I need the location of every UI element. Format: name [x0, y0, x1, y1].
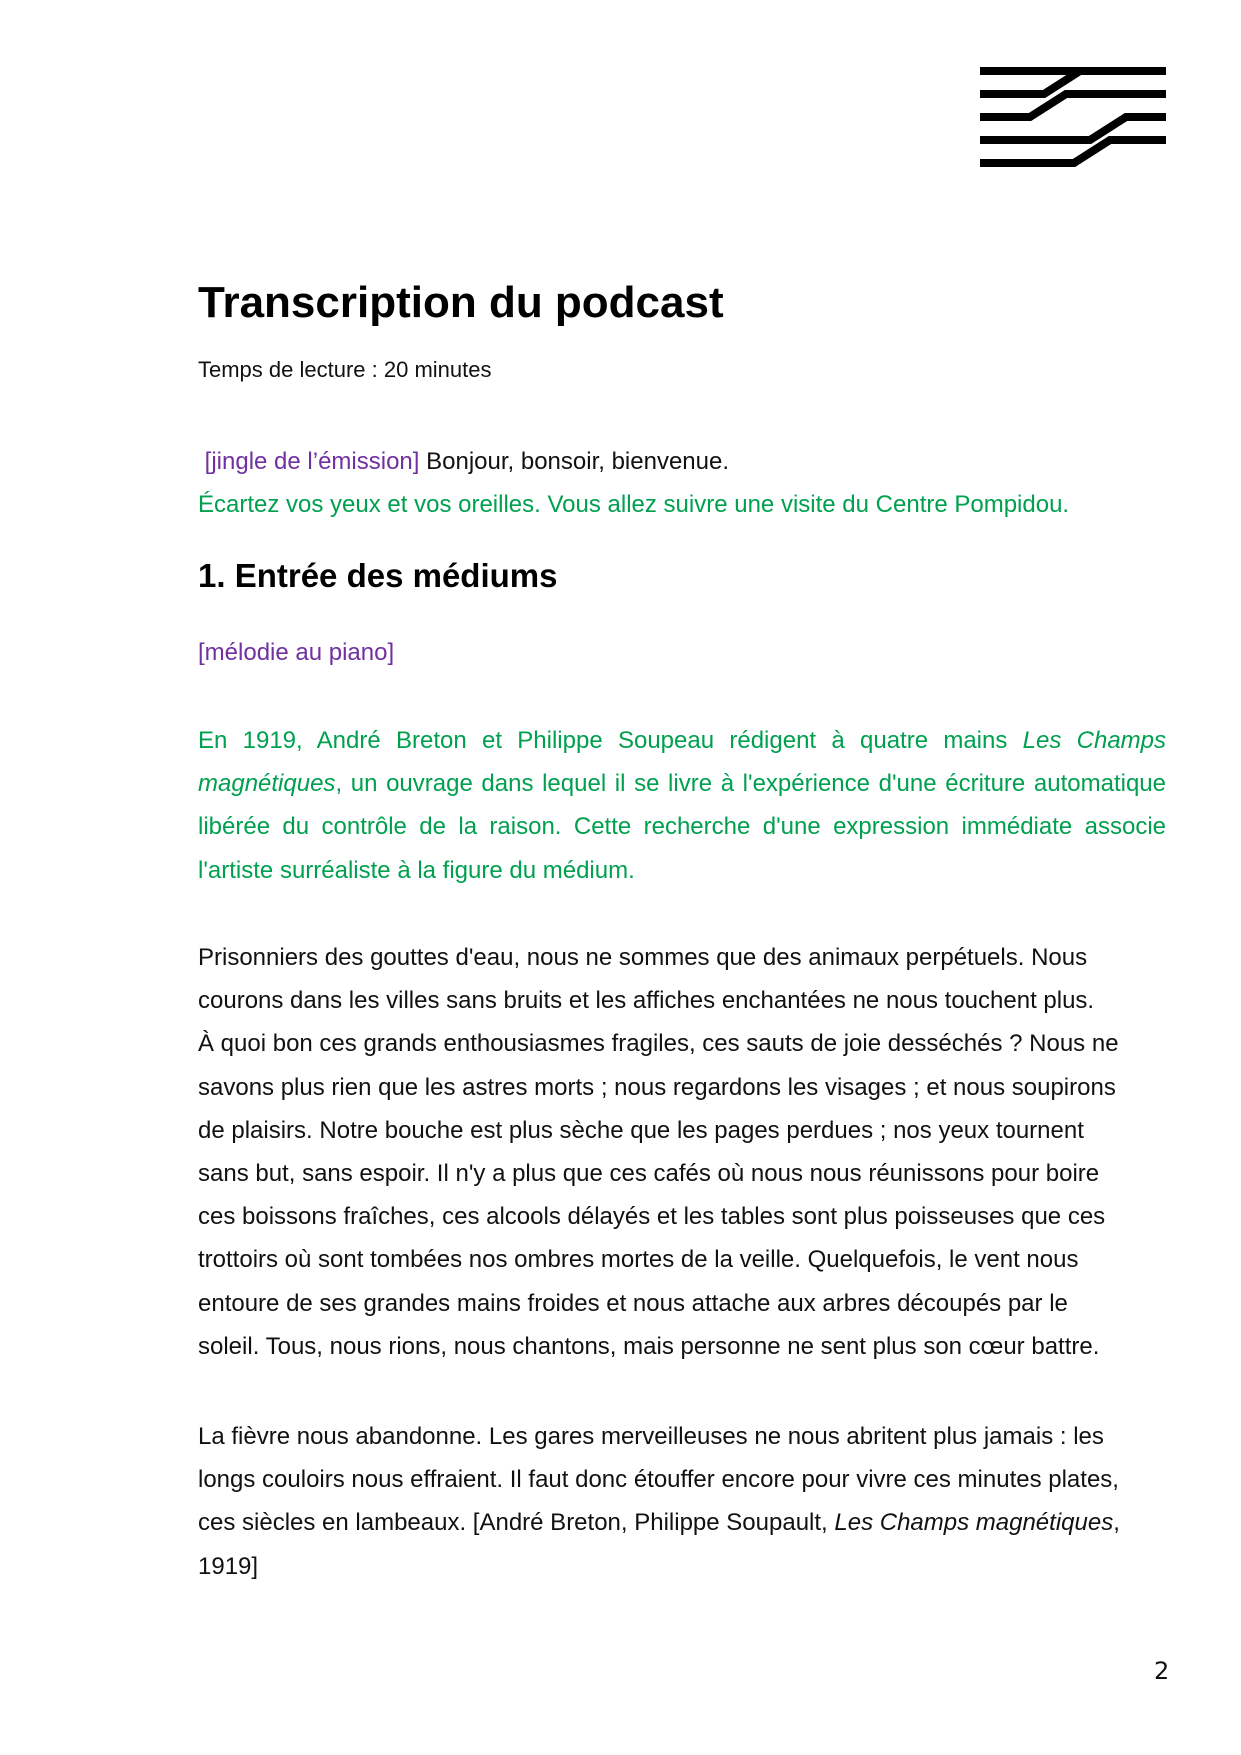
citation-punctuation: , [1113, 1509, 1120, 1537]
citation-book-title: Les Champs magnétiques [834, 1509, 1114, 1537]
quote-line: longs couloirs nous effraient. Il faut donc étouffer encore pour vivre ces minutes plates, [198, 1466, 1119, 1494]
narration-text-after: , un ouvrage dans lequel il se livre à l'expérience d'une écriture automatique libérée du contrôle de la raison. Cette recherche d'une expression immédiate associe l'artiste surréaliste à la figure du médium. [198, 770, 1166, 884]
jingle-cue: [jingle de l’émission] [204, 448, 420, 475]
quote-line: À quoi bon ces grands enthousiasmes fragiles, ces sauts de joie desséchés ? Nous ne [198, 1030, 1119, 1058]
book-title: Les Champs magnétiques [198, 727, 1167, 798]
quote-line: Prisonniers des gouttes d'eau, nous ne sommes que des animaux perpétuels. Nous [198, 944, 1088, 971]
quote-line: soleil. Tous, nous rions, nous chantons, mais personne ne sent plus son cœur battre. [198, 1332, 1100, 1360]
citation-year: 1919] [198, 1552, 259, 1580]
quote-line: ces boissons fraîches, ces alcools délayés et les tables sont plus poisseuses que ces [198, 1203, 1106, 1231]
piano-cue: [mélodie au piano] [198, 639, 395, 666]
greeting-text: Bonjour, bonsoir, bienvenue. [419, 448, 730, 475]
institution-logo-icon [980, 67, 1166, 167]
quote-line: courons dans les villes sans bruits et les affiches enchantées ne nous touchent plus. [198, 987, 1095, 1015]
quote-paragraph-1 [198, 936, 1166, 1368]
quote-line: entoure de ses grandes mains froides et nous attache aux arbres découpés par le [198, 1289, 1068, 1317]
reading-time: Temps de lecture : 20 minutes [198, 357, 492, 382]
section-heading: 1. Entrée des médiums [198, 557, 558, 594]
quote-line: La fièvre nous abandonne. Les gares merveilleuses ne nous abritent plus jamais : les [198, 1423, 1104, 1450]
citation-text: ces siècles en lambeaux. [André Breton, Philippe Soupault, [198, 1509, 835, 1537]
narration-text-before: En 1919, André Breton et Philippe Soupeau rédigent à quatre mains [198, 727, 1023, 754]
narration-paragraph [198, 719, 1166, 892]
page-number: 2 [1154, 1657, 1170, 1685]
intro-block [198, 440, 1069, 526]
quote-line: savons plus rien que les astres morts ; nous regardons les visages ; et nous soupirons [198, 1073, 1116, 1101]
quote-line: de plaisirs. Notre bouche est plus sèche que les pages perdues ; nos yeux tournent [198, 1116, 1084, 1144]
intro-line-2: Écartez vos yeux et vos oreilles. Vous allez suivre une visite du Centre Pompidou. [198, 491, 1070, 518]
quote-paragraph-2 [198, 1415, 1166, 1588]
quote-line [198, 1501, 1166, 1544]
page-title: Transcription du podcast [198, 278, 724, 327]
quote-line: sans but, sans espoir. Il n'y a plus que ces cafés où nous nous réunissons pour boire [198, 1160, 1100, 1188]
quote-line: trottoirs où sont tombées nos ombres mortes de la veille. Quelquefois, le vent nous [198, 1246, 1079, 1274]
intro-line-1 [198, 440, 1069, 483]
